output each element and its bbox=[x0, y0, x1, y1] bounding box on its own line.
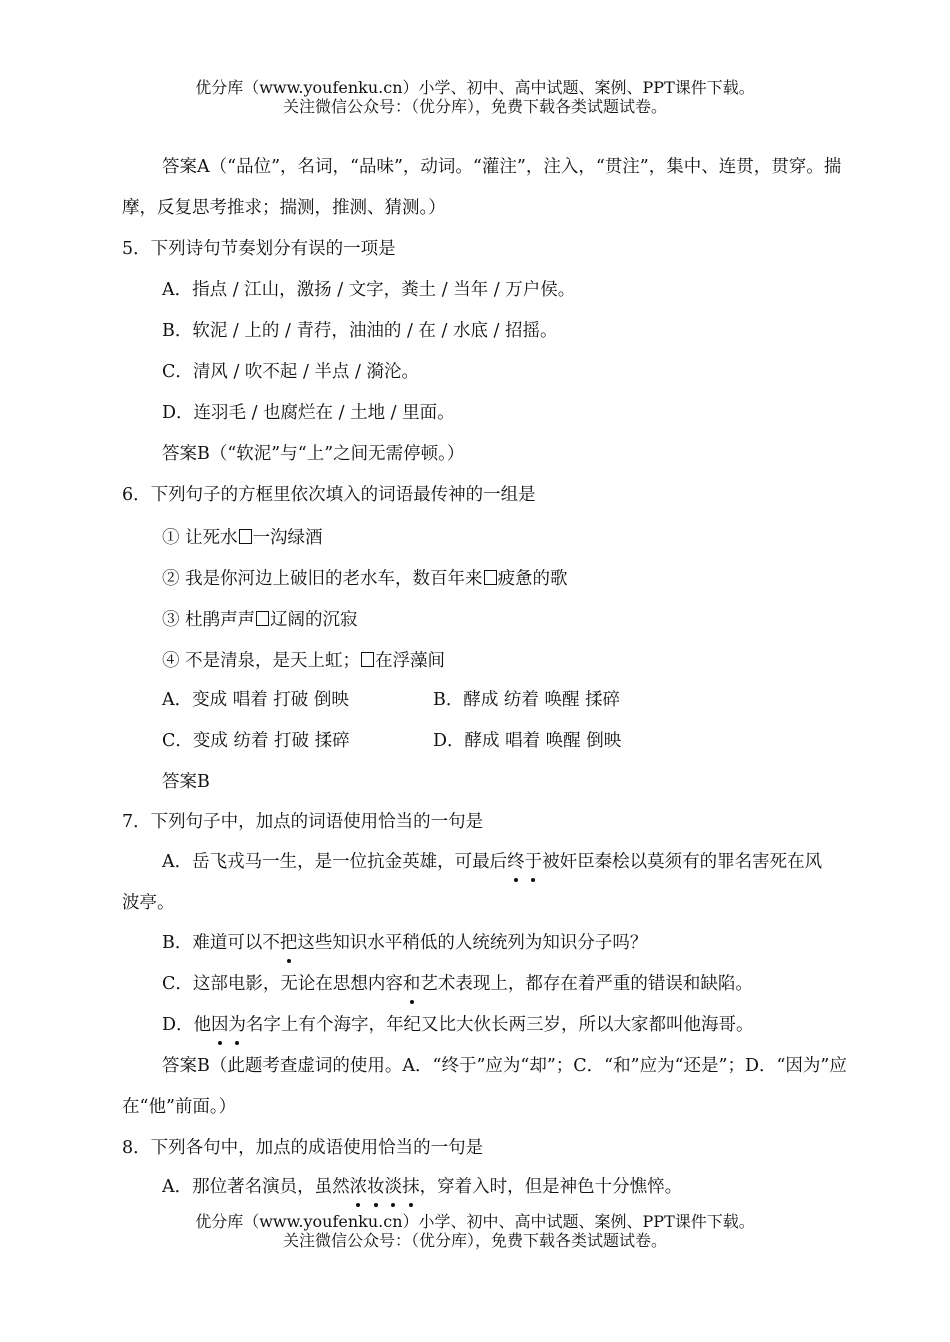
sentence-2-part-1: ② 我是你河边上破旧的老水车，数百年来 bbox=[162, 569, 483, 589]
question-6-option-d: D．酵成 唱着 唤醒 倒映 bbox=[433, 731, 622, 751]
question-5-option-d: D．连羽毛 / 也腐烂在 / 土地 / 里面。 bbox=[162, 403, 455, 423]
blank-box bbox=[239, 529, 252, 544]
dotted-char: 淡 bbox=[384, 1177, 403, 1197]
sentence-3-part-2: 辽阔的沉寂 bbox=[270, 610, 358, 630]
page-header bbox=[0, 78, 950, 116]
question-6-option-b: B．酵成 纺着 唤醒 揉碎 bbox=[433, 690, 621, 710]
question-6-answer: 答案B bbox=[162, 772, 210, 792]
sentence-2-part-2: 疲惫的歌 bbox=[497, 569, 568, 589]
question-6-sentence-4 bbox=[162, 649, 445, 673]
dotted-char: 于 bbox=[524, 852, 543, 872]
sentence-1-part-1: ① 让死水 bbox=[162, 528, 238, 548]
footer-line-1: 优分库（www.youfenku.cn）小学、初中、高中试题、案例、PPT课件下载。 bbox=[195, 1212, 755, 1231]
sentence-3-part-1: ③ 杜鹃声声 bbox=[162, 610, 256, 630]
question-5-answer: 答案B（“软泥”与“上”之间无需停顿。） bbox=[162, 444, 465, 464]
dotted-char: 妆 bbox=[367, 1177, 385, 1197]
header-line-2: 关注微信公众号：（优分库），免费下载各类试题试卷。 bbox=[282, 97, 667, 116]
option-d-text: D．他 bbox=[162, 1015, 212, 1035]
question-7-answer-line-2: 在“他”前面。） bbox=[122, 1097, 237, 1117]
option-c-text: 艺术表现上，都存在着严重的错误和缺陷。 bbox=[420, 974, 753, 994]
question-8-stem: 8．下列各句中，加点的成语使用恰当的一句是 bbox=[122, 1138, 484, 1158]
question-7-option-a-line-1 bbox=[162, 850, 822, 874]
question-5-option-c: C．清风 / 吹不起 / 半点 / 漪沦。 bbox=[162, 362, 419, 382]
option-a-text: 被奸臣秦桧以莫须有的罪名害死在风 bbox=[542, 852, 823, 872]
answer-4-line-2: 摩，反复思考推求；揣测，推测、猜测。） bbox=[122, 198, 446, 218]
question-8-option-a bbox=[162, 1175, 682, 1199]
option-b-text: 这些知识水平稍低的人统统列为知识分子吗？ bbox=[297, 933, 648, 953]
option-a-text: A．岳飞戎马一生，是一位抗金英雄，可最后 bbox=[162, 852, 508, 872]
sentence-4-part-2: 在浮藻间 bbox=[375, 651, 446, 671]
dotted-char: 把 bbox=[279, 933, 298, 953]
option-c-text: C．这部电影，无论在思想内容 bbox=[162, 974, 403, 994]
question-6-sentence-2 bbox=[162, 567, 568, 591]
question-7-option-a-line-2: 波亭。 bbox=[122, 893, 175, 913]
dotted-char: 为 bbox=[228, 1015, 247, 1035]
question-7-answer-line-1: 答案B（此题考查虚词的使用。A．“终于”应为“却”；C．“和”应为“还是”；D．“因为”应 bbox=[162, 1056, 847, 1076]
question-7-option-b bbox=[162, 931, 647, 955]
question-7-option-d bbox=[162, 1013, 754, 1037]
question-6-sentence-3 bbox=[162, 608, 358, 632]
dotted-char: 因 bbox=[211, 1015, 229, 1035]
page-footer bbox=[0, 1212, 950, 1250]
dotted-char: 终 bbox=[507, 852, 525, 872]
option-a-text: ，穿着入时，但是神色十分憔悴。 bbox=[419, 1177, 683, 1197]
question-7-stem: 7．下列句子中，加点的词语使用恰当的一句是 bbox=[122, 812, 484, 832]
option-b-text: B．难道可以不 bbox=[162, 933, 280, 953]
question-5-option-b: B．软泥 / 上的 / 青荇，油油的 / 在 / 水底 / 招摇。 bbox=[162, 321, 558, 341]
option-a-text: A．那位著名演员，虽然 bbox=[162, 1177, 350, 1197]
question-6-stem: 6．下列句子的方框里依次填入的词语最传神的一组是 bbox=[122, 485, 536, 505]
dotted-char: 浓 bbox=[349, 1177, 368, 1197]
header-line-1: 优分库（www.youfenku.cn）小学、初中、高中试题、案例、PPT课件下载。 bbox=[195, 78, 755, 97]
question-6-sentence-1 bbox=[162, 526, 323, 550]
blank-box bbox=[484, 570, 497, 585]
question-6-option-c: C．变成 纺着 打破 揉碎 bbox=[162, 731, 350, 751]
question-5-option-a: A．指点 / 江山，激扬 / 文字，粪土 / 当年 / 万户侯。 bbox=[162, 280, 576, 300]
question-5-stem: 5．下列诗句节奏划分有误的一项是 bbox=[122, 239, 396, 259]
option-d-text: 名字上有个海字，年纪又比大伙长两三岁，所以大家都叫他海哥。 bbox=[246, 1015, 754, 1035]
dotted-char: 和 bbox=[402, 974, 421, 994]
footer-line-2: 关注微信公众号：（优分库），免费下载各类试题试卷。 bbox=[282, 1231, 667, 1250]
question-6-option-a: A．变成 唱着 打破 倒映 bbox=[162, 690, 349, 710]
blank-box bbox=[256, 611, 269, 626]
sentence-4-part-1: ④ 不是清泉，是天上虹； bbox=[162, 651, 361, 671]
answer-4-line-1: 答案A（“品位”，名词，“品味”，动词。“灌注”，注入，“贯注”，集中、连贯，贯穿。揣 bbox=[162, 157, 842, 177]
sentence-1-part-2: 一沟绿酒 bbox=[252, 528, 323, 548]
dotted-char: 抹 bbox=[402, 1177, 420, 1197]
question-7-option-c bbox=[162, 972, 753, 996]
blank-box bbox=[361, 652, 374, 667]
